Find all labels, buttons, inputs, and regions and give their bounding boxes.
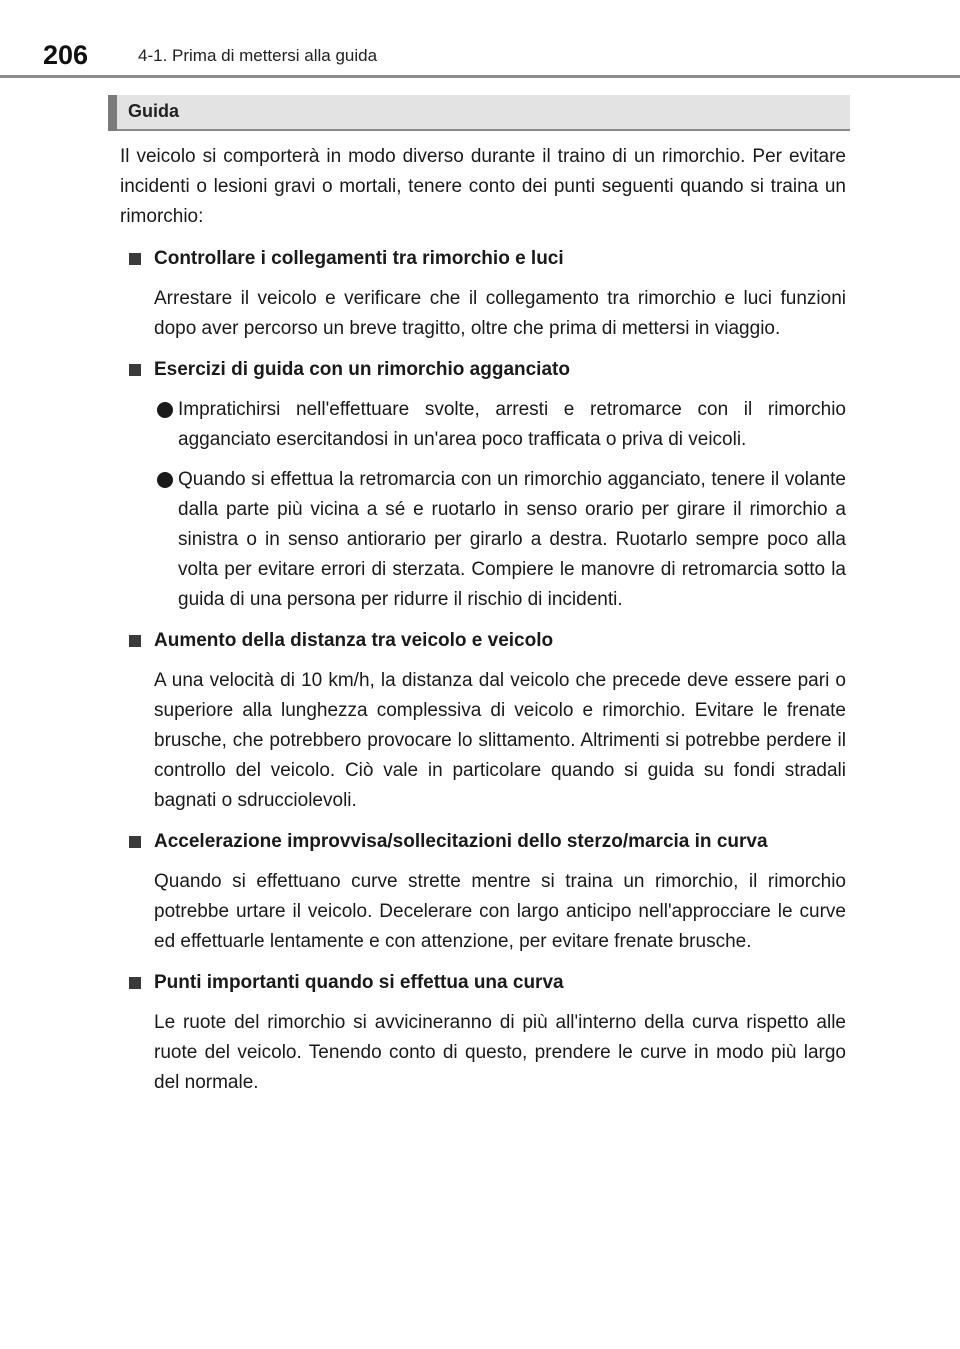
- item-title: [120, 244, 846, 274]
- item-title-text: Accelerazione improvvisa/sollecitazioni dello sterzo/marcia in curva: [154, 831, 768, 852]
- square-bullet-icon: [129, 253, 141, 265]
- item-distance: [120, 626, 846, 816]
- item-title: [120, 355, 846, 385]
- header-rule: [0, 75, 960, 78]
- square-bullet-icon: [129, 977, 141, 989]
- round-bullet-icon: [157, 472, 173, 488]
- section-title: Guida: [128, 101, 180, 121]
- round-bullet-icon: [157, 402, 173, 418]
- item-title: [120, 626, 846, 656]
- bullet-text: Quando si effettua la retromarcia con un rimorchio agganciato, tenere il volante dalla parte più vicina a sé e ruotarlo in senso orario per girare il rimorchio a sinistra o in senso antiorario per girarlo a destra. Ruotarlo sempre poco alla volta per evitare errori di sterzata. Compiere le manovre di retromarcia sotto la guida di una persona per ridurre il rischio di incidenti.: [178, 469, 846, 610]
- item-title-text: Aumento della distanza tra veicolo e veicolo: [154, 630, 554, 651]
- section-header: [108, 95, 850, 131]
- page-content: [120, 142, 846, 1109]
- item-acceleration: [120, 827, 846, 957]
- item-driving-practice: [120, 355, 846, 615]
- bullet-item: [120, 465, 846, 615]
- item-title-text: Punti importanti quando si effettua una curva: [154, 972, 564, 993]
- item-title: [120, 827, 846, 857]
- square-bullet-icon: [129, 836, 141, 848]
- item-lights-check: [120, 244, 846, 344]
- item-title-text: Controllare i collegamenti tra rimorchio e luci: [154, 248, 564, 269]
- square-bullet-icon: [129, 364, 141, 376]
- item-turning: [120, 968, 846, 1098]
- item-title: [120, 968, 846, 998]
- page-number: 206: [43, 40, 89, 70]
- item-body: Arrestare il veicolo e verificare che il collegamento tra rimorchio e luci funzioni dopo aver percorso un breve tragitto, oltre che prima di mettersi in viaggio.: [154, 288, 846, 339]
- section-header-bar: [108, 95, 117, 131]
- item-title-text: Esercizi di guida con un rimorchio agganciato: [154, 359, 570, 380]
- square-bullet-icon: [129, 635, 141, 647]
- bullet-text: Impratichirsi nell'effettuare svolte, arresti e retromarce con il rimorchio agganciato esercitandosi in un'area poco trafficata o priva di veicoli.: [178, 399, 846, 450]
- item-body: A una velocità di 10 km/h, la distanza dal veicolo che precede deve essere pari o superiore alla lunghezza complessiva di veicolo e rimorchio. Evitare le frenate brusche, che potrebbero provocare lo slittamento. Altrimenti si potrebbe perdere il controllo del veicolo. Ciò vale in particolare quando si guida su fondi stradali bagnati o sdrucciolevoli.: [154, 670, 846, 811]
- bullet-item: [120, 395, 846, 455]
- intro-paragraph: Il veicolo si comporterà in modo diverso durante il traino di un rimorchio. Per evitare incidenti o lesioni gravi o mortali, tenere conto dei punti seguenti quando si traina un rimorchio:: [120, 146, 846, 227]
- item-body: Le ruote del rimorchio si avvicineranno di più all'interno della curva rispetto alle ruote del veicolo. Tenendo conto di questo, prendere le curve in modo più largo del normale.: [154, 1012, 846, 1093]
- chapter-title: 4-1. Prima di mettersi alla guida: [138, 46, 378, 65]
- item-body: Quando si effettuano curve strette mentre si traina un rimorchio, il rimorchio potrebbe urtare il veicolo. Decelerare con largo anticipo nell'approcciare le curve ed effettuarle lentamente e con attenzione, per evitare frenate brusche.: [154, 871, 846, 952]
